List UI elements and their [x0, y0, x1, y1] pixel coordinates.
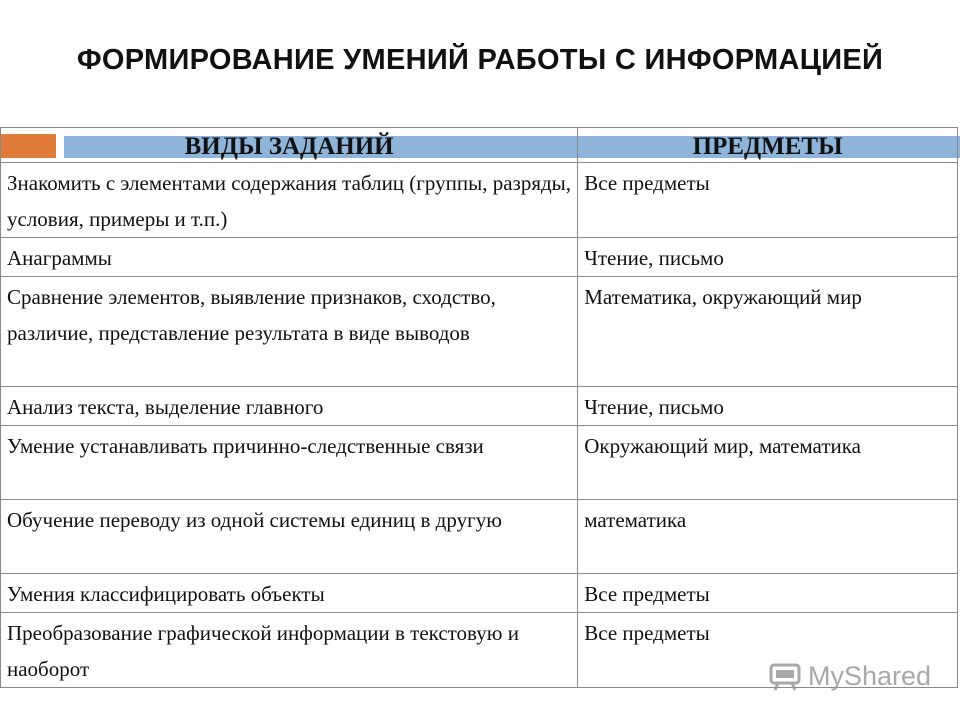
- task-cell: Анализ текста, выделение главного: [1, 387, 578, 426]
- task-cell: Преобразование графической информации в текстовую и наоборот: [1, 613, 578, 688]
- table-row: [1, 574, 958, 613]
- table-header-row: [1, 128, 958, 163]
- task-cell: Умение устанавливать причинно-следственные связи: [1, 426, 578, 500]
- subject-cell: математика: [578, 500, 958, 574]
- subject-cell: Все предметы: [578, 163, 958, 238]
- table-row: [1, 426, 958, 500]
- watermark-text: MyShared: [808, 660, 932, 691]
- task-cell: Сравнение элементов, выявление признаков, сходство, различие, представление результата в виде выводов: [1, 277, 578, 387]
- task-cell: Умения классифицировать объекты: [1, 574, 578, 613]
- table-row: [1, 387, 958, 426]
- header-subjects: ПРЕДМЕТЫ: [578, 128, 958, 163]
- subject-cell: Все предметы: [578, 613, 958, 688]
- subject-cell: Чтение, письмо: [578, 238, 958, 277]
- task-cell: Обучение переводу из одной системы единиц в другую: [1, 500, 578, 574]
- myshared-watermark: [768, 656, 931, 696]
- header-task-types: ВИДЫ ЗАДАНИЙ: [1, 128, 578, 163]
- subject-cell: Окружающий мир, математика: [578, 426, 958, 500]
- table-row: [1, 163, 958, 238]
- tasks-table: [0, 127, 958, 688]
- subject-cell: Математика, окружающий мир: [578, 277, 958, 387]
- subject-cell: Чтение, письмо: [578, 387, 958, 426]
- task-cell: Знакомить с элементами содержания таблиц (группы, разряды, условия, примеры и т.п.): [1, 163, 578, 238]
- table-row: [1, 277, 958, 387]
- page-title: ФОРМИРОВАНИЕ УМЕНИЙ РАБОТЫ С ИНФОРМАЦИЕЙ: [76, 44, 884, 76]
- subject-cell: Все предметы: [578, 574, 958, 613]
- task-cell: Анаграммы: [1, 238, 578, 277]
- projector-icon: [768, 659, 802, 693]
- table-row: [1, 238, 958, 277]
- table-row: [1, 500, 958, 574]
